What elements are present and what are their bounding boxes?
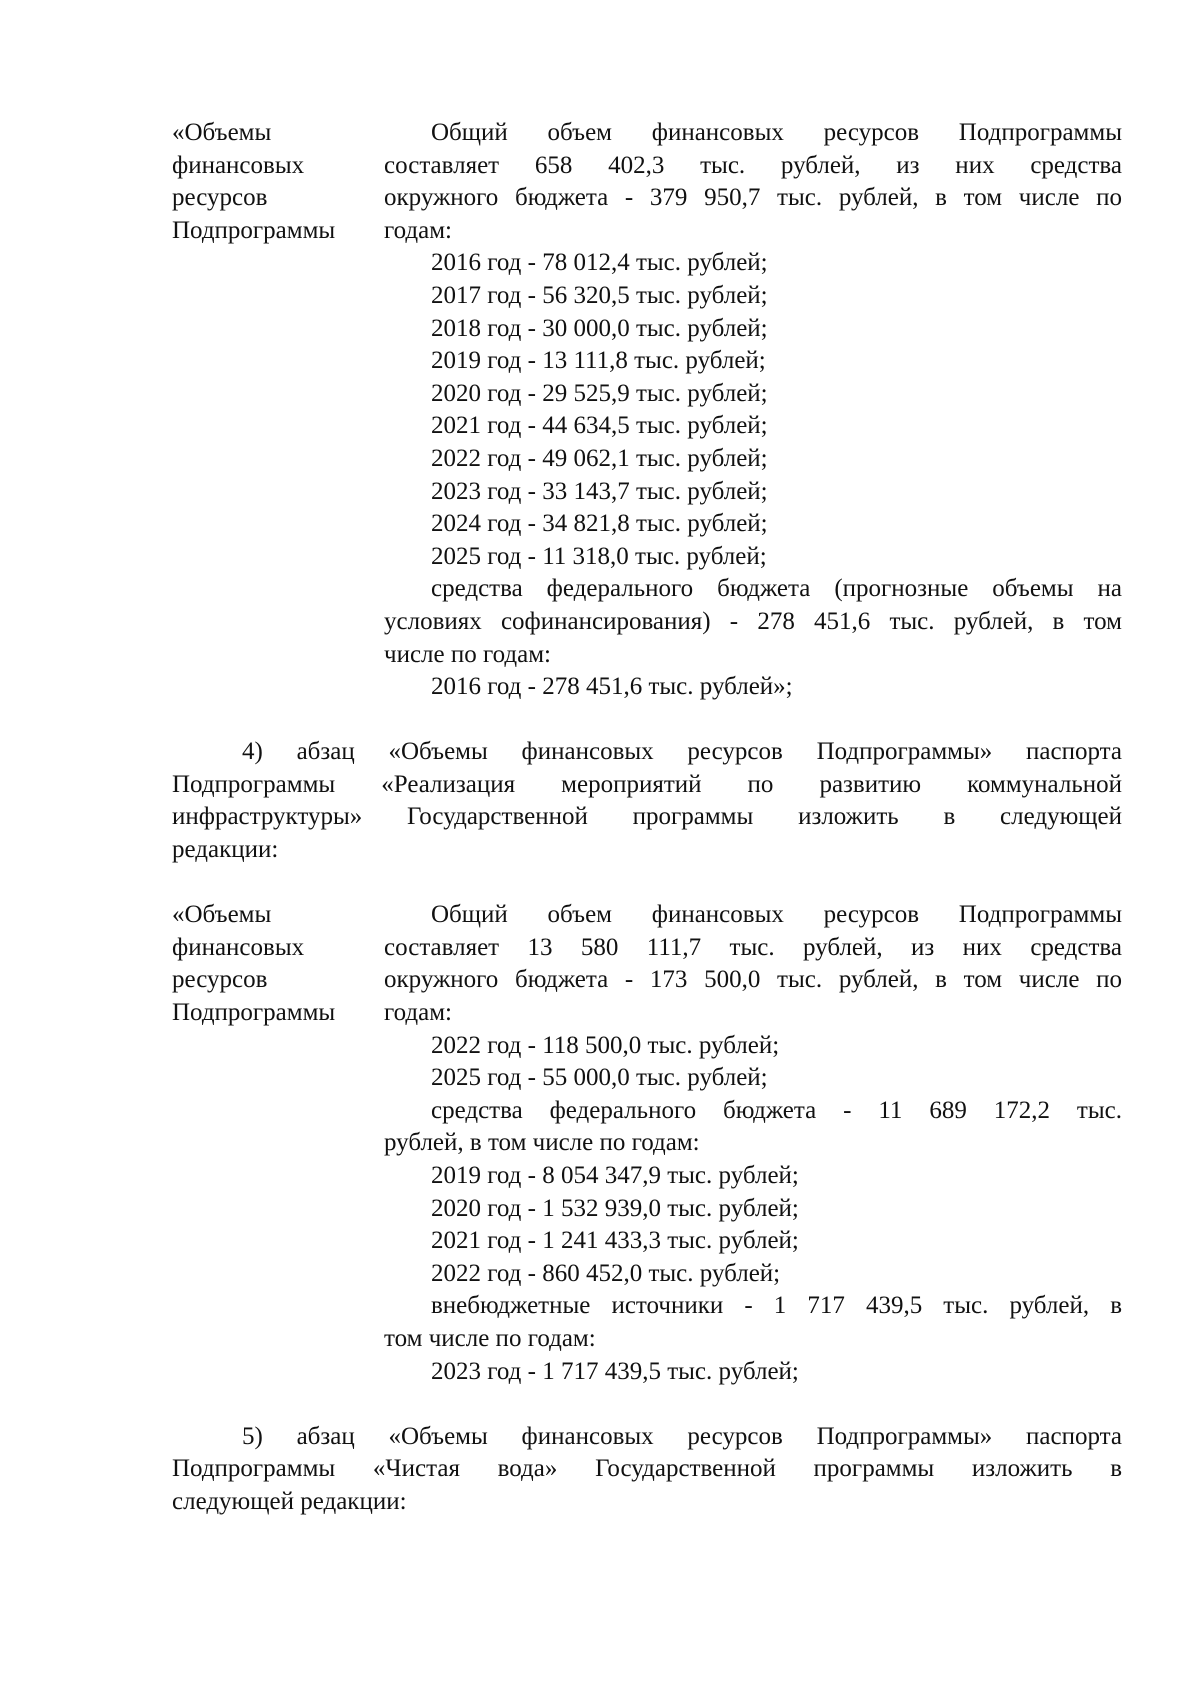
text-line: средства федерального бюджета (прогнозные объемы на (431, 575, 1122, 603)
spacer (172, 704, 1122, 737)
text-line: следующей редакции: (172, 1487, 407, 1515)
text-line: Подпрограммы «Чистая вода» Государственной программы изложить в (172, 1455, 1122, 1483)
year-line: 2024 год - 34 821,8 тыс. рублей; (431, 510, 768, 538)
spacer (172, 1388, 1122, 1421)
financing-text-2 (384, 899, 1122, 1388)
text-line: том числе по годам: (384, 1324, 596, 1352)
year-line: 2022 год - 860 452,0 тыс. рублей; (431, 1259, 781, 1287)
year-line: 2019 год - 8 054 347,9 тыс. рублей; (431, 1162, 799, 1189)
text-line: Подпрограммы «Реализация мероприятий по развитию коммунальной (172, 770, 1122, 798)
text-line: окружного бюджета - 379 950,7 тыс. рублей, в том числе по (384, 184, 1122, 212)
text-line: годам: (384, 999, 452, 1027)
label-line: финансовых (172, 151, 305, 179)
year-line: 2023 год - 1 717 439,5 тыс. рублей; (431, 1357, 799, 1385)
text-line: числе по годам: (384, 640, 551, 668)
year-line: 2022 год - 49 062,1 тыс. рублей; (431, 444, 768, 472)
label-line: Подпрограммы (172, 216, 336, 244)
financing-label-2 (172, 899, 372, 1029)
paragraph-5 (172, 1421, 1122, 1519)
label-line: «Объемы (172, 119, 272, 146)
text-line: редакции: (172, 836, 279, 864)
label-line: «Объемы (172, 901, 272, 929)
year-line: 2016 год - 78 012,4 тыс. рублей; (431, 249, 768, 277)
text-line: годам: (384, 216, 452, 244)
label-line: Подпрограммы (172, 999, 336, 1027)
year-line: 2021 год - 44 634,5 тыс. рублей; (431, 412, 768, 440)
year-line: 2019 год - 13 111,8 тыс. рублей; (431, 347, 766, 375)
year-line: 2023 год - 33 143,7 тыс. рублей; (431, 477, 768, 505)
text-line: 5) абзац «Объемы финансовых ресурсов Подпрограммы» паспорта (242, 1422, 1122, 1450)
label-line: финансовых (172, 933, 305, 961)
text-line: Общий объем финансовых ресурсов Подпрограммы (431, 901, 1122, 929)
year-line: 2020 год - 1 532 939,0 тыс. рублей; (431, 1194, 799, 1222)
text-line: 4) абзац «Объемы финансовых ресурсов Подпрограммы» паспорта (242, 738, 1122, 766)
text-line: составляет 13 580 111,7 тыс. рублей, из них средства (384, 933, 1122, 961)
year-line: 2025 год - 11 318,0 тыс. рублей; (431, 542, 767, 570)
financing-block-2 (172, 899, 1122, 1388)
text-line: условиях софинансирования) - 278 451,6 тыс. рублей, в том (384, 607, 1122, 635)
spacer (172, 867, 1122, 900)
label-line: ресурсов (172, 184, 268, 212)
text-line: окружного бюджета - 173 500,0 тыс. рублей, в том числе по (384, 966, 1122, 994)
text-line: составляет 658 402,3 тыс. рублей, из них средства (384, 151, 1122, 179)
year-line: 2022 год - 118 500,0 тыс. рублей; (431, 1031, 780, 1059)
document-page (172, 117, 1122, 1519)
text-line: инфраструктуры» Государственной программы изложить в следующей (172, 803, 1122, 831)
text-line: средства федерального бюджета - 11 689 172,2 тыс. (431, 1096, 1122, 1124)
financing-label-1 (172, 117, 372, 247)
year-line: 2016 год - 278 451,6 тыс. рублей»; (431, 673, 793, 701)
year-line: 2017 год - 56 320,5 тыс. рублей; (431, 281, 768, 309)
year-line: 2018 год - 30 000,0 тыс. рублей; (431, 314, 768, 342)
year-line: 2025 год - 55 000,0 тыс. рублей; (431, 1064, 768, 1092)
financing-block-1 (172, 117, 1122, 704)
paragraph-4 (172, 736, 1122, 866)
year-line: 2020 год - 29 525,9 тыс. рублей; (431, 379, 768, 407)
year-line: 2021 год - 1 241 433,3 тыс. рублей; (431, 1227, 799, 1255)
financing-text-1 (384, 117, 1122, 704)
text-line: Общий объем финансовых ресурсов Подпрограммы (431, 119, 1122, 146)
label-line: ресурсов (172, 966, 268, 994)
text-line: внебюджетные источники - 1 717 439,5 тыс. рублей, в (431, 1292, 1122, 1320)
text-line: рублей, в том числе по годам: (384, 1129, 700, 1157)
